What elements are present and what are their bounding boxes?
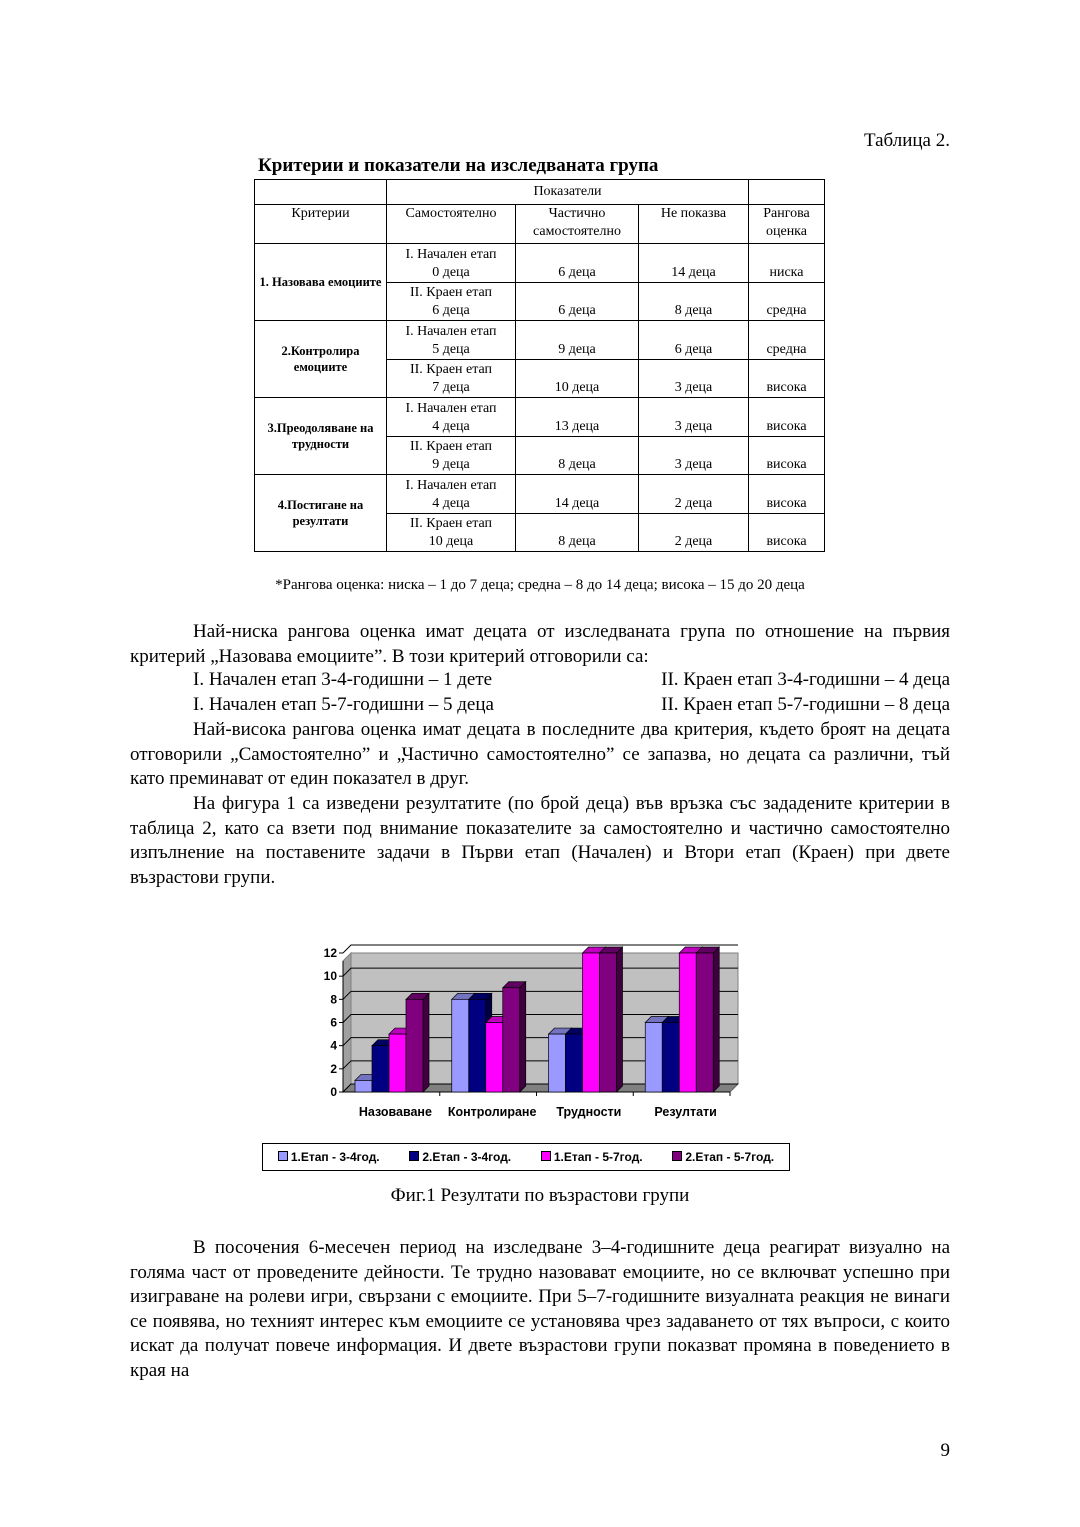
table-row	[255, 244, 825, 283]
y-tick-label: 6	[330, 1015, 337, 1030]
bar	[355, 1080, 372, 1092]
rank-cell: висока	[749, 398, 825, 437]
bar	[389, 1034, 406, 1092]
result-text: I. Начален етап 3-4-годишни – 1 дете	[193, 669, 493, 690]
legend-label: 2.Етап - 3-4год.	[422, 1150, 512, 1164]
plot-side-wall	[343, 953, 351, 1092]
result-line	[193, 694, 950, 716]
partial-cell: 8 деца	[516, 513, 639, 552]
none-cell: 3 деца	[639, 359, 749, 398]
bar-side	[423, 993, 429, 1092]
bar-side	[520, 982, 526, 1092]
legend-item	[672, 1150, 774, 1164]
bar	[645, 1023, 662, 1093]
x-tick-label: Контролиране	[447, 1105, 537, 1119]
self-cell	[387, 436, 516, 475]
partial-cell: 14 деца	[516, 475, 639, 514]
x-tick-label: Резултати	[654, 1105, 717, 1119]
bar	[662, 1023, 679, 1093]
bar-side	[713, 947, 719, 1092]
none-cell: 2 деца	[639, 475, 749, 514]
criterion-name: 4.Постигане на резултати	[255, 475, 387, 552]
table-row	[255, 475, 825, 514]
rank-cell: висока	[749, 475, 825, 514]
criterion-name: 2.Контролира емоциите	[255, 321, 387, 398]
self-cell	[387, 398, 516, 437]
rank-cell: средна	[749, 321, 825, 360]
bar	[600, 953, 617, 1092]
rank-cell: средна	[749, 282, 825, 321]
table-title: Критерии и показатели на изследваната група	[258, 155, 659, 176]
footnote: *Рангова оценка: ниска – 1 до 7 деца; средна – 8 до 14 деца; висока – 15 до 20 деца	[275, 577, 805, 593]
self-value: 7 деца	[432, 380, 470, 395]
bar	[406, 999, 423, 1092]
header-cell: Частично самостоятелно	[516, 205, 639, 244]
bar	[583, 953, 600, 1092]
none-cell: 14 деца	[639, 244, 749, 283]
result-text: II. Краен етап 3-4-годишни – 4 деца	[661, 669, 950, 690]
criterion-name: 1. Назовава емоциите	[255, 244, 387, 321]
self-cell	[387, 359, 516, 398]
bar	[549, 1034, 566, 1092]
legend-item	[278, 1150, 380, 1164]
bar-side	[617, 947, 623, 1092]
paragraph: Най-ниска рангова оценка имат децата от изследваната група по отношение на първия критерий „Назовава емоциите”. В този критерий отговорили са:	[130, 621, 950, 667]
self-cell	[387, 321, 516, 360]
self-cell	[387, 282, 516, 321]
header-cell: Не показва	[639, 205, 749, 244]
bar	[679, 953, 696, 1092]
paragraph: Най-висока рангова оценка имат децата в последните два критерия, където броят на децата отговорили „Самостоятелно” и „Частично самостоятелно” се запазва, но децата са различни, тъй като преминават от един показател в друг.	[130, 719, 950, 789]
self-value: 4 деца	[432, 418, 470, 434]
bar	[452, 999, 469, 1092]
legend-swatch	[409, 1151, 419, 1161]
y-tick-label: 2	[330, 1061, 337, 1076]
result-text: II. Краен етап 5-7-годишни – 8 деца	[661, 694, 950, 715]
table-row	[255, 321, 825, 360]
rank-cell: висока	[749, 513, 825, 552]
partial-cell: 8 деца	[516, 436, 639, 475]
paragraph: На фигура 1 са изведени резултатите (по брой деца) във връзка със зададените критерии в таблица 2, като са взети под внимание показателите за самостоятелно и частично самостоятелно изпълнение на поставените задачи в Първи етап (Начален) и Втори етап (Краен) при двете възрастови групи.	[130, 793, 950, 888]
none-cell: 6 деца	[639, 321, 749, 360]
x-tick-label: Назоваване	[358, 1105, 432, 1119]
stage-label: I. Начален етап	[405, 246, 497, 262]
rank-cell: висока	[749, 359, 825, 398]
paragraph: В посочения 6-месечен период на изследване 3–4-годишните деца реагират визуално на голяма част от проведените дейности. Те трудно назовават емоциите, но се включват успешно при изиграване на ролеви игри, свързани с емоциите. При 5–7-годишните визуалната реакция не винаги се появява, но техният интерес към емоциите се установява чрез задаването от тях въпроси, с които искат да получат повече информация. И двете възрастови групи показват промяна в поведението в края на	[130, 1237, 950, 1381]
y-tick-label: 8	[330, 992, 337, 1007]
stage-label: II. Краен етап	[409, 516, 493, 531]
self-cell	[387, 475, 516, 514]
table-label: Таблица 2.	[863, 130, 950, 151]
legend-item	[541, 1150, 643, 1164]
y-tick-label: 12	[323, 946, 337, 960]
none-cell: 3 деца	[639, 436, 749, 475]
self-value: 4 деца	[432, 495, 470, 511]
criteria-table	[254, 179, 825, 552]
bar	[486, 1023, 503, 1093]
self-cell	[387, 244, 516, 283]
criterion-name: 3.Преодоляване на трудности	[255, 398, 387, 475]
chart-legend	[262, 1143, 790, 1171]
partial-cell: 6 деца	[516, 282, 639, 321]
partial-cell: 10 деца	[516, 359, 639, 398]
partial-cell: 6 деца	[516, 244, 639, 283]
page-number: 9	[940, 1440, 950, 1461]
header-cell: Рангова оценка	[749, 205, 825, 244]
stage-label: II. Краен етап	[409, 439, 493, 454]
header-cell: Критерии	[255, 205, 387, 244]
none-cell: 8 деца	[639, 282, 749, 321]
self-value: 10 деца	[428, 534, 474, 549]
y-tick-label: 0	[330, 1085, 337, 1099]
self-cell	[387, 513, 516, 552]
result-text: I. Начален етап 5-7-годишни – 5 деца	[193, 694, 494, 715]
gridline	[343, 945, 738, 953]
rank-cell: висока	[749, 436, 825, 475]
table-row	[255, 398, 825, 437]
bar-chart	[300, 935, 760, 1135]
bar	[469, 999, 486, 1092]
header-cell: Самостоятелно	[387, 205, 516, 244]
legend-swatch	[541, 1151, 551, 1161]
legend-label: 1.Етап - 5-7год.	[553, 1150, 643, 1164]
self-value: 5 деца	[432, 341, 470, 357]
figure-caption: Фиг.1 Резултати по възрастови групи	[390, 1185, 690, 1206]
result-line	[193, 669, 950, 691]
stage-label: II. Краен етап	[409, 362, 493, 377]
stage-label: I. Начален етап	[405, 477, 497, 493]
legend-label: 2.Етап - 5-7год.	[685, 1150, 775, 1164]
self-value: 0 деца	[432, 264, 470, 280]
none-cell: 3 деца	[639, 398, 749, 437]
legend-label: 1.Етап - 3-4год.	[290, 1150, 380, 1164]
self-value: 6 деца	[432, 303, 470, 318]
group-header: Показатели	[387, 180, 749, 205]
legend-item	[409, 1150, 511, 1164]
y-tick-label: 4	[330, 1038, 337, 1053]
stage-label: I. Начален етап	[405, 400, 497, 416]
x-tick-label: Трудности	[556, 1105, 622, 1119]
bar	[503, 988, 520, 1092]
partial-cell: 9 деца	[516, 321, 639, 360]
bar	[566, 1034, 583, 1092]
stage-label: I. Начален етап	[405, 323, 497, 339]
legend-swatch	[278, 1151, 288, 1161]
bar	[372, 1046, 389, 1092]
rank-cell: ниска	[749, 244, 825, 283]
self-value: 9 деца	[432, 457, 470, 472]
none-cell: 2 деца	[639, 513, 749, 552]
partial-cell: 13 деца	[516, 398, 639, 437]
bar	[696, 953, 713, 1092]
stage-label: II. Краен етап	[409, 285, 493, 300]
legend-swatch	[672, 1151, 682, 1161]
y-tick-label: 10	[323, 969, 337, 984]
